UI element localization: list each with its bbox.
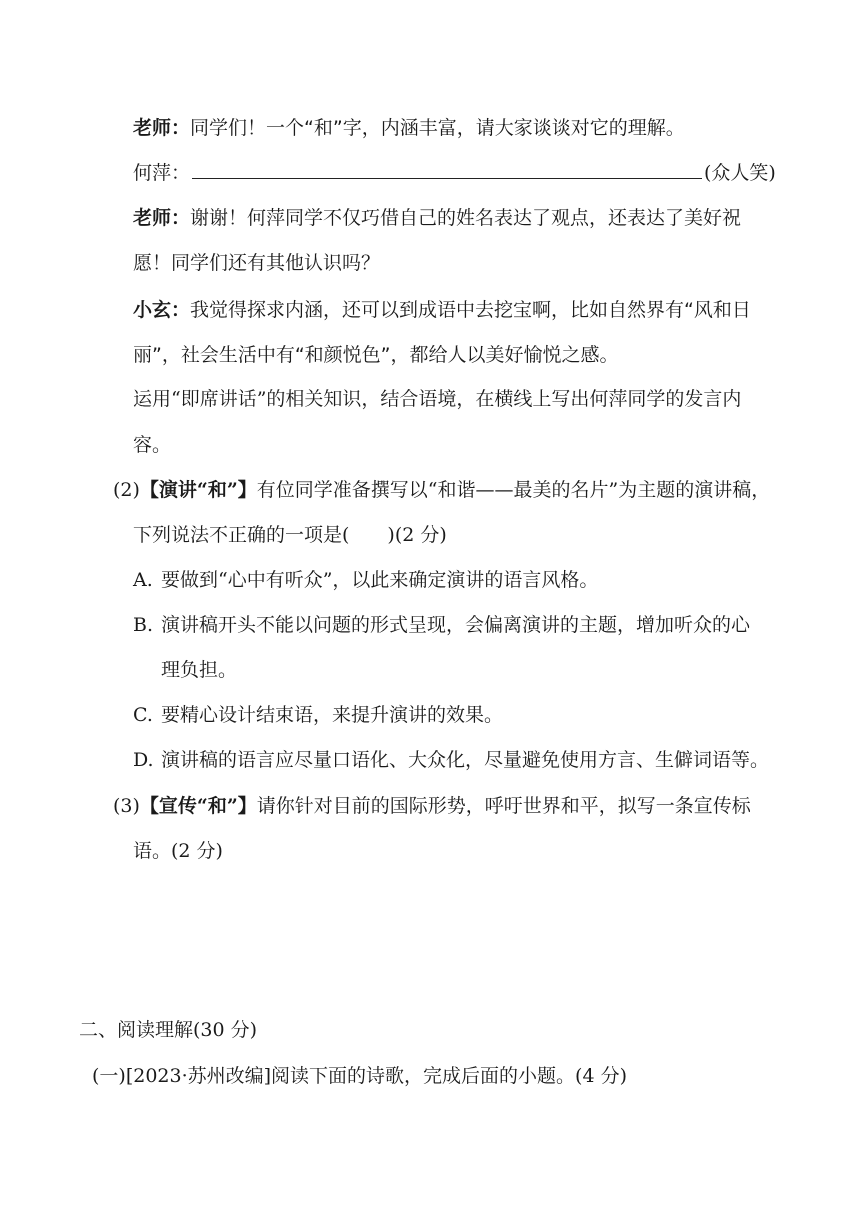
option-d[interactable] — [133, 746, 769, 774]
q3-line-1 — [113, 792, 751, 820]
hep-line — [133, 158, 776, 187]
option-d-text: 演讲稿的语言应尽量口语化、大众化，尽量避免使用方言、生僻词语等。 — [161, 749, 770, 771]
option-b[interactable] — [133, 611, 750, 639]
xiaoxuan-line-2 — [133, 341, 619, 369]
option-d-letter: D. — [133, 749, 154, 771]
teacher-text-2b: 愿！同学们还有其他认识吗？ — [133, 252, 381, 274]
teacher-line-2b — [133, 249, 380, 277]
option-c-letter: C. — [133, 704, 153, 726]
xiaoxuan-text-1: 我觉得探求内涵，还可以到成语中去挖宝啊，比如自然界有“风和日 — [190, 299, 751, 321]
q3-line-2: 语。(2 分) — [133, 840, 223, 862]
option-a[interactable] — [133, 566, 598, 594]
answer-blank-line[interactable] — [192, 158, 702, 179]
option-a-letter: A. — [133, 569, 153, 591]
q2-number: (2) — [113, 479, 140, 501]
q3-text: 请你针对目前的国际形势，呼吁世界和平，拟写一条宣传标 — [256, 795, 751, 817]
q3-tag: 【宣传“和”】 — [139, 795, 257, 817]
q2-text: 有位同学准备撰写以“和谐——最美的名片”为主题的演讲稿， — [256, 479, 771, 501]
option-a-text: 要做到“心中有听众”，以此来确定演讲的语言风格。 — [161, 569, 599, 591]
hep-tail: (众人笑) — [704, 162, 776, 184]
teacher-text-2a: 谢谢！何萍同学不仅巧借自己的姓名表达了观点，还表达了美好祝 — [190, 207, 742, 229]
speaker-teacher: 老师： — [133, 117, 191, 139]
teacher-text-1: 同学们！一个“和”字，内涵丰富，请大家谈谈对它的理解。 — [190, 117, 685, 139]
option-b-text: 演讲稿开头不能以问题的形式呈现，会偏离演讲的主题，增加听众的心 — [161, 614, 751, 636]
section-heading: 二、阅读理解(30 分) — [79, 1019, 258, 1041]
q3-number: (3) — [113, 795, 140, 817]
xiaoxuan-line-1 — [133, 296, 751, 324]
speaker-xiaoxuan: 小玄： — [133, 299, 191, 321]
option-c[interactable] — [133, 701, 503, 729]
option-c-text: 要精心设计结束语，来提升演讲的效果。 — [161, 704, 504, 726]
speaker-hep: 何萍： — [133, 162, 191, 184]
option-b-letter: B. — [133, 614, 154, 636]
instruction-line-2: 容。 — [133, 434, 172, 456]
instruction-line-1: 运用“即席讲话”的相关知识，结合语境，在横线上写出何萍同学的发言内 — [133, 388, 742, 410]
section-subheading: (一)[2023·苏州改编]阅读下面的诗歌，完成后面的小题。(4 分) — [92, 1065, 627, 1087]
teacher-line-1 — [133, 114, 685, 142]
xiaoxuan-text-2: 丽”，社会生活中有“和颜悦色”，都给人以美好愉悦之感。 — [133, 344, 619, 366]
q2-tag: 【演讲“和”】 — [139, 479, 257, 501]
q2-line-2: 下列说法不正确的一项是( )(2 分) — [133, 524, 447, 546]
q2-line-1 — [113, 476, 770, 504]
speaker-teacher-2: 老师： — [133, 207, 191, 229]
teacher-line-2 — [133, 204, 741, 232]
option-b-cont: 理负担。 — [161, 659, 238, 681]
